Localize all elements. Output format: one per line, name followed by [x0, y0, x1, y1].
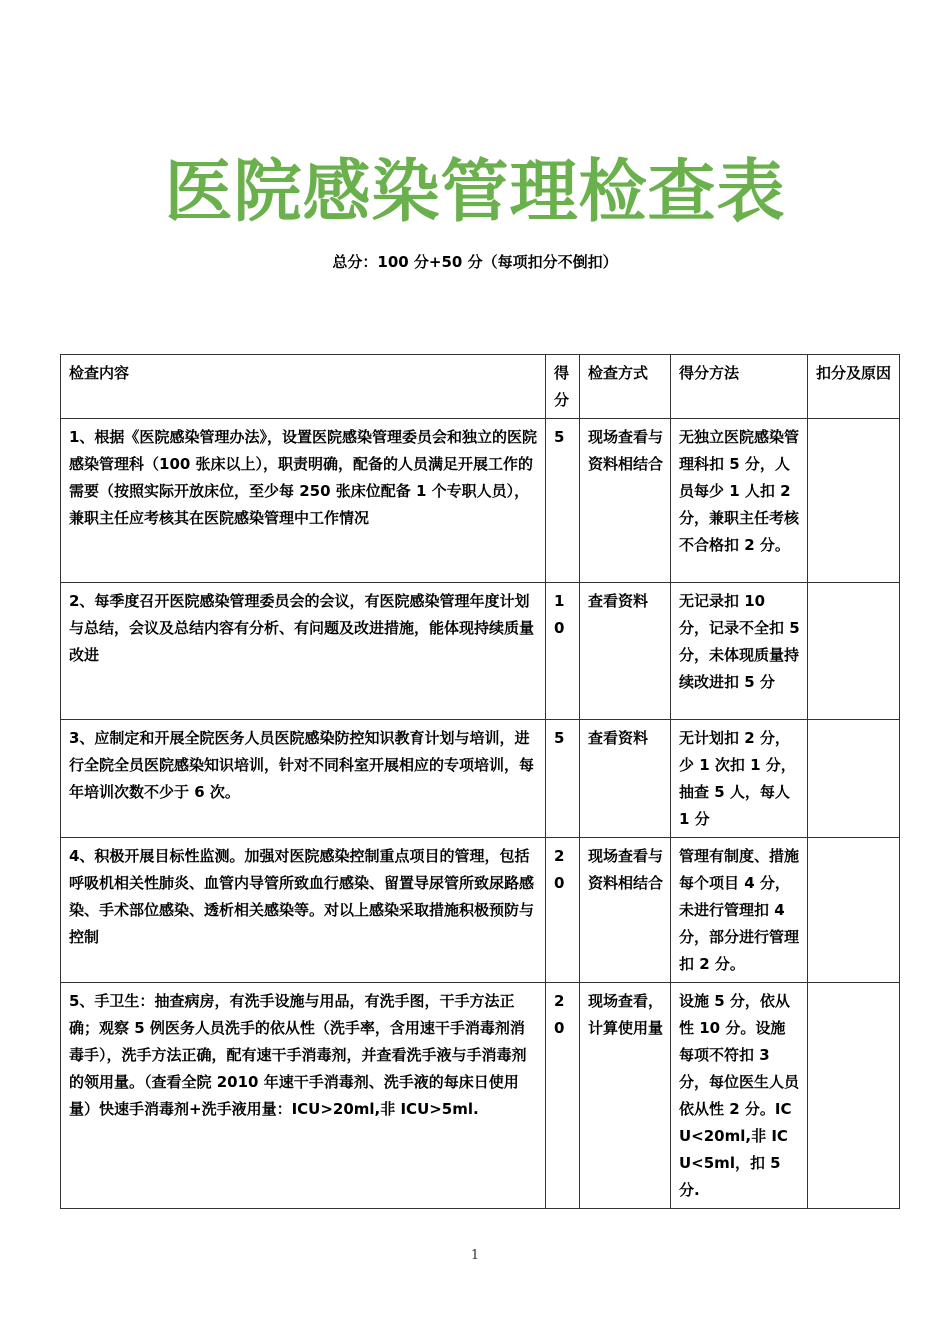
page-number: 1 — [470, 1248, 480, 1263]
row-deduction — [808, 720, 900, 838]
table-row — [61, 838, 900, 983]
table-row — [61, 720, 900, 838]
row-deduction — [808, 838, 900, 983]
row-deduction — [808, 583, 900, 720]
table-row — [61, 583, 900, 720]
row-score: 5 — [546, 720, 580, 838]
table-header-row — [61, 355, 900, 419]
row-deduction — [808, 419, 900, 583]
table-row — [61, 983, 900, 1209]
page-title: 医院感染管理检查表 — [164, 153, 786, 232]
row-score: 10 — [546, 583, 580, 720]
row-content: 3、应制定和开展全院医务人员医院感染防控知识教育计划与培训，进行全院全员医院感染知识培训，针对不同科室开展相应的专项培训，每年培训次数不少于 6 次。 — [61, 720, 546, 838]
header-method: 检查方式 — [580, 355, 671, 419]
row-content: 1、根据《医院感染管理办法》，设置医院感染管理委员会和独立的医院感染管理科（100 张床以上），职责明确，配备的人员满足开展工作的需要（按照实际开放床位，至少每 250 张床位配备 1 个专职人员），兼职主任应考核其在医院感染管理中工作情况 — [61, 419, 546, 583]
row-deduction — [808, 983, 900, 1209]
row-content: 4、积极开展目标性监测。加强对医院感染控制重点项目的管理，包括呼吸机相关性肺炎、血管内导管所致血行感染、留置导尿管所致尿路感染、手术部位感染、透析相关感染等。对以上感染采取措施积极预防与控制 — [61, 838, 546, 983]
header-scoring: 得分方法 — [671, 355, 808, 419]
row-method: 查看资料 — [580, 583, 671, 720]
row-scoring: 无记录扣 10 分，记录不全扣 5 分，未体现质量持续改进扣 5 分 — [671, 583, 808, 720]
inspection-table — [60, 354, 900, 1209]
table-row — [61, 419, 900, 583]
row-method: 现场查看与资料相结合 — [580, 419, 671, 583]
header-score: 得分 — [546, 355, 580, 419]
row-score: 20 — [546, 983, 580, 1209]
row-method: 查看资料 — [580, 720, 671, 838]
row-score: 5 — [546, 419, 580, 583]
row-scoring: 无计划扣 2 分，少 1 次扣 1 分，抽查 5 人，每人 1 分 — [671, 720, 808, 838]
header-deduction: 扣分及原因 — [808, 355, 900, 419]
row-content: 2、每季度召开医院感染管理委员会的会议，有医院感染管理年度计划与总结，会议及总结内容有分析、有问题及改进措施，能体现持续质量改进 — [61, 583, 546, 720]
row-score: 20 — [546, 838, 580, 983]
row-method: 现场查看与资料相结合 — [580, 838, 671, 983]
row-scoring: 无独立医院感染管理科扣 5 分，人员每少 1 人扣 2 分，兼职主任考核不合格扣 2 分。 — [671, 419, 808, 583]
row-scoring: 设施 5 分，依从性 10 分。设施每项不符扣 3 分，每位医生人员依从性 2 分。ICU<20ml,非 ICU<5ml，扣 5 分. — [671, 983, 808, 1209]
header-content: 检查内容 — [61, 355, 546, 419]
row-method: 现场查看，计算使用量 — [580, 983, 671, 1209]
total-score-note: 总分：100 分+50 分（每项扣分不倒扣） — [332, 253, 618, 271]
row-scoring: 管理有制度、措施每个项目 4 分，未进行管理扣 4 分，部分进行管理扣 2 分。 — [671, 838, 808, 983]
row-content: 5、手卫生：抽查病房，有洗手设施与用品，有洗手图，干手方法正确；观察 5 例医务人员洗手的依从性（洗手率，含用速干手消毒剂消毒手），洗手方法正确，配有速干手消毒剂，并查看洗手液与手消毒剂的领用量。（查看全院 2010 年速干手消毒剂、洗手液的每床日使用量）快速手消毒剂+洗手液用量：ICU>20ml,非 ICU>5ml. — [61, 983, 546, 1209]
